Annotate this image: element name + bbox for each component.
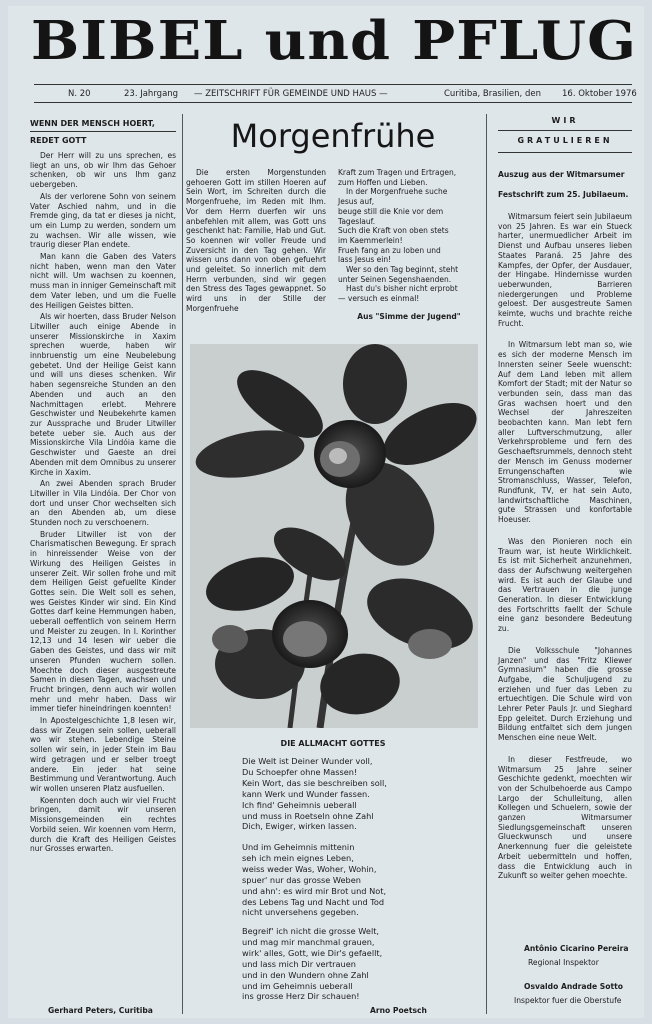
morgen-line: Frueh fang an zu loben und (338, 245, 441, 255)
newspaper-page (8, 6, 644, 1018)
morgen-line: Wer so den Tag beginnt, steht (346, 265, 459, 275)
left-paragraph: Der Herr will zu uns sprechen, es liegt an uns, ob wir Ihm das Gehoer schenken, ob wir uns Ihm ganz uebergeben. (30, 151, 176, 190)
left-signature: Gerhard Peters, Curitiba (48, 1006, 153, 1015)
right-paragraph: In Witmarsum lebt man so, wie es sich der moderne Mensch im Innersten seiner Seele wuenscht: Auf dem Land leben mit allem Komfort der Stadt; mit der Natur so verbunden sein, dass man das Gras wachsen hoert und den Wechsel der Jahreszeiten beobachten kann. Man lebt fern aller Luftverschmutzung, aller Verkehrsprobleme und fern des Geschaeftsrummels, dennoch steht der Mensch im Genuss moderner Errungenschaften wie Stromanschluss, Wasser, Telefon, Rundfunk, TV, er hat sein Auto, landwirtschaftliche Maschinen, gute Strassen und konfortable Hoeuser. (498, 340, 632, 525)
right-heading-rule (498, 152, 632, 153)
center-col-1 (186, 168, 326, 314)
right-paragraph: Die Volksschule "Johannes Janzen" und das "Fritz Kliewer Gymnasium" haben die grosse Aufgabe, die Schuljugend zu erziehen und fuer das Leben zu ertuechtigen. Die Schule wird von Lehrer Peter Pauls Jr. und Sieghard Epp geleitet. Durch Erziehung und Bildung entfaltet sich dem jungen Menschen eine neue Welt. (498, 645, 632, 743)
morgen-line: beuge still die Knie vor dem (338, 206, 444, 216)
left-article-body (30, 151, 176, 854)
volume: 23. Jahrgang (124, 89, 179, 99)
poem-stanza: Begreif' ich nicht die grosse Welt, und mag mir manchmal grauen, wirk' alles, Gott, wie Dir's gefaellt, und lass mich Dir vertrauen und in den Wundern ohne Zahl und im Geheimnis ueberall ins grosse Herz Dir schauen! (242, 926, 383, 1002)
left-headline (30, 117, 176, 147)
right-article-body (498, 212, 632, 881)
morgen-line: im Kaemmerlein! (338, 235, 403, 245)
morgen-line: Such die Kraft von oben stets (338, 226, 449, 236)
place: Curitiba, Brasilien, den (444, 89, 541, 99)
issue-number: N. 20 (68, 89, 91, 99)
issue-date: 16. Oktober 1976 (562, 89, 637, 99)
left-paragraph: Koennten doch auch wir viel Frucht bringen, damit wir unseren Missionsgemeinden ein rechtes Vorbild seien. Wir koennen vom Herrn, durch die Kraft des Heiligen Geistes nur Grosses erwarten. (30, 795, 176, 854)
center-title: Morgenfrühe (230, 117, 436, 155)
right-heading-2: GRATULIEREN (517, 136, 613, 145)
morgen-line: lass Jesus ein! (338, 255, 392, 265)
right-heading-1: WIR (551, 116, 579, 125)
poem-author: Arno Poetsch (370, 1006, 427, 1015)
left-paragraph: Als der verlorene Sohn von seinem Vater Aschied nahm, und in die Fremde ging, da tat er dieses ja nicht, um ein Lump zu werden, sondern um zu wachsen. Wir alle wissen, wie traurig dieser Plan endete. (30, 191, 176, 250)
morgen-line: zum Hoffen und Lieben. (338, 177, 428, 187)
magazine-subtitle: — ZEITSCHRIFT FÜR GEMEINDE UND HAUS — (194, 89, 388, 99)
poem-title: DIE ALLMACHT GOTTES (280, 739, 386, 748)
morgen-line: Jesus auf, (338, 197, 375, 207)
left-headline-line2: REDET GOTT (30, 136, 87, 145)
right-paragraph: Witmarsum feiert sein Jubilaeum von 25 Jahren. Es war ein Stueck harter, unermuedlicher Arbeit im Dienst und Aufbau unseres lieben Staates Paraná. 25 Jahre des Kampfes, der Opfer, der Ausdauer, der Hingabe. Hindernisse wurden ueberwunden, Barrieren niedergerungen und Probleme geloest. Der ausgestreute Samen keimte, wuchs und brachte reiche Frucht. (498, 212, 632, 328)
morgen-line: Kraft zum Tragen und Ertragen, (338, 168, 457, 177)
masthead-rule-bottom (34, 102, 632, 103)
masthead-title: BIBEL und PFLUG (30, 10, 638, 72)
morgen-source: Aus "Simme der Jugend" (357, 311, 461, 321)
morgen-line: Hast du's bisher nicht erprobt (346, 284, 458, 294)
right-intro-2: Festschrift zum 25. Jubilaeum. (498, 190, 629, 199)
morgen-line: unter Seinen Segenshaenden. (338, 274, 452, 284)
center-col-2 (338, 168, 480, 322)
morgen-text: Die ersten Morgenstunden gehoeren Gott im stillen Hoeren auf Sein Wort, im Schreiten durch die Morgenfruehe, im Reden mit Ihm. Vor dem Herrn duerfen wir uns anbefehlen mit allem, was Gott uns geschenkt hat: Familie, Hab und Gut. So koennen wir voller Freude und Zuversicht in den Tag gehen. Wir wissen uns dann von oben gefuehrt und geleitet. So innerlich mit dem Herrn verbunden, sind wir gegen den Stress des Tages gewappnet. So wird uns in der Stille der Morgenfruehe (186, 168, 326, 313)
morgen-line: — versuch es einmal! (338, 294, 420, 304)
right-paragraph: In dieser Festfreude, wo Witmarsum 25 Jahre seiner Geschichte gedenkt, moechten wir von der Schulbehoerde aus Campo Largo der Schulleitung, allen Kollegen und Schuelern, sowie der ganzen Witmarsumer Siedlungsgemeinschaft unseren Glueckwunsch und unsere Anerkennung fuer die geleistete Arbeit uebermitteln und hoffen, dass die Entwicklung auch in Zukunft so weiter gehen moechte. (498, 754, 632, 881)
headline-divider (30, 131, 176, 132)
right-sig-2-name: Osvaldo Andrade Sotto (524, 982, 623, 991)
column-divider (486, 114, 487, 1014)
left-paragraph: In Apostelgeschichte 1,8 lesen wir, dass wir Zeugen sein sollen, ueberall wo wir stehen. Lebendige Steine sollen wir sein, in jeder Stein im Bau wird getragen und er selber troegt andere. Ein jeder hat seine Bestimmung und Verantwortung. Auch wir wollen unseren Platz ausfuellen. (30, 716, 176, 793)
morgen-line: In der Morgenfruehe suche (346, 187, 448, 197)
column-divider (182, 114, 183, 1014)
poem-stanza: Und im Geheimnis mittenin seh ich mein eignes Leben, weiss weder Was, Woher, Wohin, spuer' nur das grosse Weben und ahn': es wird mir Brot und Not, des Lebens Tag und Nacht und Tod nicht unversehens gegeben. (242, 842, 387, 918)
right-sig-1-role: Regional Inspektor (528, 958, 599, 967)
orchid-image (190, 344, 478, 728)
left-paragraph: Man kann die Gaben des Vaters nicht haben, wenn man den Vater nicht will. Um wachsen zu koennen, muss man in inniger Gemeinschaft mit dem Vater leben, und um die Fuelle des Heiligen Geistes bitten. (30, 252, 176, 310)
poem-stanza: Die Welt ist Deiner Wunder voll, Du Schoepfer ohne Massen! Kein Wort, das sie beschreiben soll, kann Werk und Wunder fassen. Ich find' Geheimnis ueberall und muss in Roetseln ohne Zahl Dich, Ewiger, wirken lassen. (242, 756, 387, 832)
left-paragraph: Bruder Litwiller ist von der Charismatischen Bewegung. Er sprach in hinreissender Weise von der Wirkung des Heiligen Geistes in unserer Zeit. Wir sollen frohe und mit dem Heiligen Geist gefuellte Kinder Gottes sein. Die Welt soll es sehen, wes Geistes Kinder wir sind. Ein Kind Gottes darf keine Hemmungen haben, ueberall oeffentlich von seinem Herrn und Meister zu zeugen. In I. Korinther 12,13 und 14 lesen wir ueber die Gaben des Geistes, und dass wir mit unseren Pfunden wuchern sollen. Moechte doch dieser ausgestreute Samen in diesen Tagen, wachsen und Frucht bringen, denn auch wir wollen mehr und mehr haben. Dass wir immer tiefer hineindringen koennten! (30, 529, 176, 714)
right-intro-1: Auszug aus der Witmarsumer (498, 170, 625, 179)
right-sig-1-name: Antônio Cicarino Pereira (524, 944, 629, 953)
masthead-rule-top (34, 84, 632, 85)
left-headline-line1: WENN DER MENSCH HOERT, (30, 119, 155, 128)
right-paragraph: Was den Pionieren noch ein Traum war, ist heute Wirklichkeit. Es ist mit Sicherheit anzunehmen, dass der Aufschwung weitergehen wird. Es ist auch der Glaube und das Vertrauen in die junge Generation. In dieser Entwicklung des Fortschritts faellt der Schule eine ganz besondere Bedeutung zu. (498, 536, 632, 634)
right-sig-2-role: Inspektor fuer die Oberstufe (514, 996, 622, 1005)
left-paragraph: Als wir hoerten, dass Bruder Nelson Litwiller auch einige Abende in unserer Missionskirche in Xaxim sprechen wuerde, haben wir innbruenstig um eine Neubelebung gebetet. Und der Heilige Geist kann und will uns dieses schenken. Wir haben segensreiche Stunden an den Abenden und auch an den Nachmittagen erlebt. Mehrere Geschwister und Neubekehrte kamen zur Aussprache und Bruder Litwiller betete ueber sie. Auch aus der Missionskirche Vila Lindóia kame die Geschwister und Gaeste an drei Abenden mit dem Omnibus zu unserer Kirche in Xaxim. (30, 312, 176, 477)
left-paragraph: An zwei Abenden sprach Bruder Litwiller in Vila Lindóia. Der Chor von dort und unser Chor wechselten sich an den Abenden ab, um diese Stunden noch zu verschoenern. (30, 479, 176, 528)
morgen-line: Tageslauf. (338, 216, 376, 226)
orchid-photo (190, 344, 478, 728)
right-heading-rule (498, 130, 632, 131)
